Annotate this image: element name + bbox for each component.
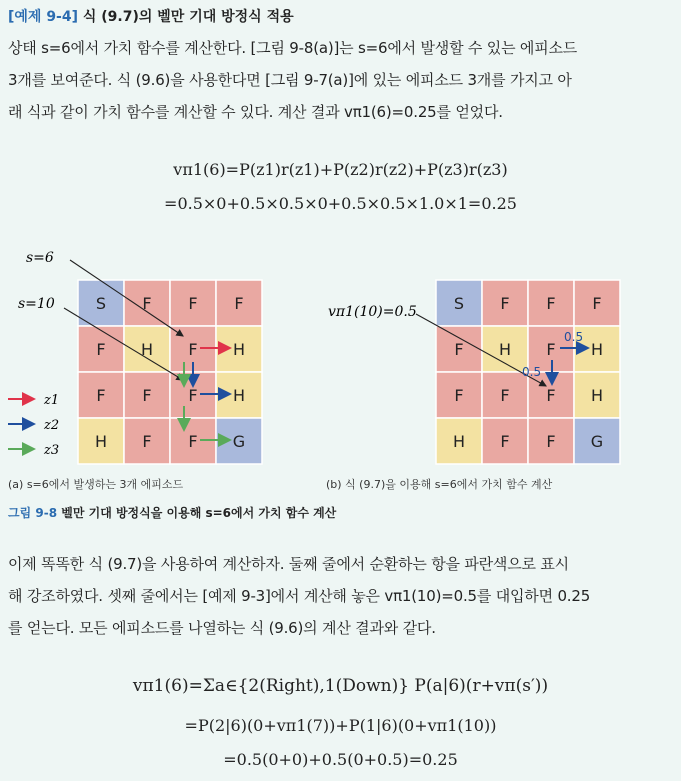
grid-cell-label: F bbox=[188, 386, 198, 405]
figure-caption bbox=[8, 504, 336, 521]
grid-cell-label: F bbox=[500, 294, 510, 313]
caption-b: (b) 식 (9.7)을 이용해 s=6에서 가치 함수 계산 bbox=[326, 478, 553, 491]
label-v10: vπ1(10)=0.5 bbox=[328, 304, 417, 320]
grid-cell-label: F bbox=[500, 386, 510, 405]
legend-z2-label: z2 bbox=[44, 418, 60, 433]
paragraph-1-line-3: 래 식과 같이 가치 함수를 계산할 수 있다. 계산 결과 vπ1(6)=0.25를 얻었다. bbox=[8, 103, 503, 121]
paragraph-2-line-2: 해 강조하였다. 셋째 줄에서는 [예제 9-3]에서 계산해 놓은 vπ1(10)=0.5를 대입하면 0.25 bbox=[8, 587, 591, 605]
grid-cell-label: F bbox=[188, 432, 198, 451]
equation-2-line-2: =P(2|6)(0+vπ1(7))+P(1|6)(0+vπ1(10)) bbox=[184, 716, 497, 735]
grid-cell-label: F bbox=[142, 294, 152, 313]
grid-cell-label: H bbox=[140, 340, 154, 359]
grid-cell-label: F bbox=[188, 294, 198, 313]
example-title bbox=[8, 6, 294, 26]
paragraph-1 bbox=[8, 32, 673, 128]
caption-a: (a) s=6에서 발생하는 3개 에피소드 bbox=[8, 478, 184, 491]
grid-cell-label: F bbox=[188, 340, 198, 359]
example-title-text: 식 (9.7)의 벨만 기대 방정식 적용 bbox=[82, 9, 294, 25]
grid-cell-label: S bbox=[95, 294, 107, 313]
grid-cell-label: F bbox=[546, 432, 556, 451]
grid-cell-label: G bbox=[590, 432, 604, 451]
grid-cell-label: F bbox=[592, 294, 602, 313]
grid-cell-label: S bbox=[453, 294, 465, 313]
equation-1-line-1: vπ1(6)=P(z1)r(z1)+P(z2)r(z2)+P(z3)r(z3) bbox=[173, 160, 508, 179]
grid-cell-label: H bbox=[452, 432, 466, 451]
paragraph-2 bbox=[8, 548, 673, 644]
equation-2-line-3: =0.5(0+0)+0.5(0+0.5)=0.25 bbox=[223, 750, 458, 769]
equation-2-line-1: vπ1(6)=Σa∈{2(Right),1(Down)} P(a|6)(r+vπ(s′)) bbox=[132, 676, 549, 696]
figure-title: 벨만 기대 방정식을 이용해 s=6에서 가치 함수 계산 bbox=[61, 506, 337, 520]
paragraph-1-line-1: 상태 s=6에서 가치 함수를 계산한다. [그림 9-8(a)]는 s=6에서 발생할 수 있는 에피소드 bbox=[8, 39, 578, 57]
arrow-label-down: 0.5 bbox=[522, 365, 542, 379]
grid-cell-label: H bbox=[232, 386, 246, 405]
grid-cell-label: F bbox=[454, 386, 464, 405]
grid-cell-label: H bbox=[94, 432, 108, 451]
equation-1-line-2: =0.5×0+0.5×0.5×0+0.5×0.5×1.0×1=0.25 bbox=[164, 194, 517, 213]
arrow-label-right: 0.5 bbox=[564, 330, 584, 344]
grid-cell-label: H bbox=[232, 340, 246, 359]
grid-cell-label: H bbox=[498, 340, 512, 359]
label-s6: s=6 bbox=[26, 250, 54, 266]
grid-cell-label: H bbox=[590, 386, 604, 405]
paragraph-1-line-2: 3개를 보여준다. 식 (9.6)을 사용한다면 [그림 9-7(a)]에 있는 에피소드 3개를 가지고 아 bbox=[8, 71, 572, 89]
grid-cell-label: F bbox=[96, 386, 106, 405]
grid-cell-label: F bbox=[454, 340, 464, 359]
grid-cell-label: F bbox=[546, 386, 556, 405]
grid-cell-label: F bbox=[142, 432, 152, 451]
paragraph-2-line-1: 이제 똑똑한 식 (9.7)을 사용하여 계산하자. 둘째 줄에서 순환하는 항을 파란색으로 표시 bbox=[8, 555, 569, 573]
label-s10: s=10 bbox=[18, 296, 55, 312]
figure-9-8 bbox=[0, 238, 681, 498]
legend-z3-label: z3 bbox=[44, 443, 60, 458]
figure-tag: 그림 9-8 bbox=[8, 506, 58, 520]
paragraph-2-line-3: 를 얻는다. 모든 에피소드를 나열하는 식 (9.6)의 계산 결과와 같다. bbox=[8, 619, 436, 637]
grid-cell-label: H bbox=[590, 340, 604, 359]
grid-cell-label: F bbox=[234, 294, 244, 313]
grid-cell-label: F bbox=[500, 432, 510, 451]
grid-cell-label: F bbox=[142, 386, 152, 405]
grid-cell-label: F bbox=[96, 340, 106, 359]
legend-z1-label: z1 bbox=[44, 393, 60, 408]
grid-cell-label: F bbox=[546, 340, 556, 359]
example-tag: [예제 9-4] bbox=[8, 9, 79, 25]
grid-cell-label: G bbox=[232, 432, 246, 451]
grid-cell-label: F bbox=[546, 294, 556, 313]
